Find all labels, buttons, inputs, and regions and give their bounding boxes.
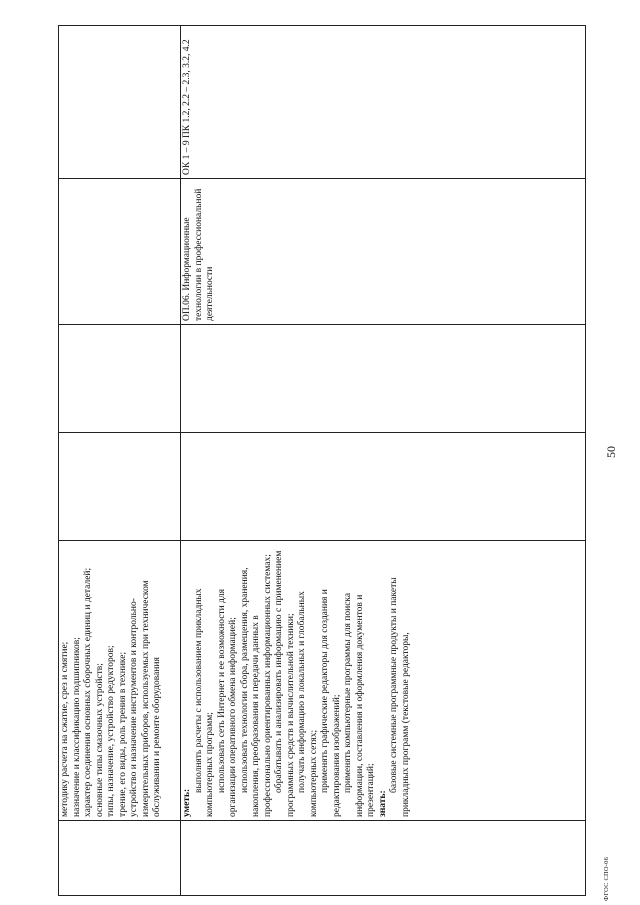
- curriculum-table: [58, 25, 586, 896]
- text-line: характер соединения основных сборочных единиц и деталей;: [83, 567, 93, 817]
- discipline-name: ОП.06. Информационные технологии в профессиональной деятельности: [182, 188, 215, 321]
- row-index-cell: [59, 821, 181, 896]
- skills-heading: уметь:: [182, 788, 192, 817]
- text-line: методику расчета на сжатие, срез и смятие;: [60, 641, 70, 817]
- discipline-cell: [59, 179, 181, 325]
- knowledge-item: базовые системные программные продукты и пакеты прикладных программ (текстовые редакторы,: [389, 577, 411, 817]
- skill-item: получать информацию в локальных и глобальных компьютерных сетях;: [297, 591, 319, 817]
- skill-item: использовать технологии сбора, размещения, хранения, накопления, преобразования и передачи данных в профессионально ориентированных информационных системах;: [239, 554, 273, 817]
- skill-item: применять графические редакторы для создания и редактирования изображений;: [320, 589, 342, 817]
- table-row: [181, 26, 586, 896]
- hours-cell: [59, 325, 181, 433]
- hours-cell: [181, 325, 586, 433]
- competencies-cell: [181, 26, 586, 179]
- table-row: [59, 26, 181, 896]
- skill-item: выполнять расчеты с использованием прикладных компьютерных программ;: [193, 588, 215, 817]
- knowledge-heading: знать:: [377, 790, 388, 817]
- skill-item: использовать сеть Интернет и ее возможности для организации оперативного обмена информацией;: [216, 588, 238, 817]
- competency-codes: ОК 1 – 9 ПК 1.2, 2.2 – 2.3, 3.2, 4.2: [182, 39, 192, 175]
- skill-item: применять компьютерные программы для поиска информации, составления и оформления документов и презентаций;: [343, 592, 376, 817]
- text-line: основные типы смазочных устройств;: [94, 663, 105, 817]
- row-index-cell: [181, 821, 586, 896]
- competencies-cell: [59, 26, 181, 179]
- hours-cell: [181, 433, 586, 541]
- text-line: трение, его виды, роль трения в технике;: [117, 651, 128, 817]
- text-line: устройство и назначение инструментов и контрольно-измерительных приборов, используемых при техническом обслуживании и ремонте оборудования: [129, 580, 162, 817]
- hours-cell: [59, 433, 181, 541]
- text-line: назначение и классификацию подшипников;: [71, 637, 82, 817]
- page-number: 50: [604, 446, 618, 458]
- footer-code: ФГОС СПО-06: [603, 856, 610, 901]
- skill-item: обрабатывать и анализировать информацию с применением программных средств и вычислительной техники;: [274, 550, 296, 817]
- discipline-cell: [181, 179, 586, 325]
- content-cell: [59, 541, 181, 821]
- content-cell: [181, 541, 586, 821]
- text-line: типы, назначение, устройство редукторов;: [106, 645, 116, 817]
